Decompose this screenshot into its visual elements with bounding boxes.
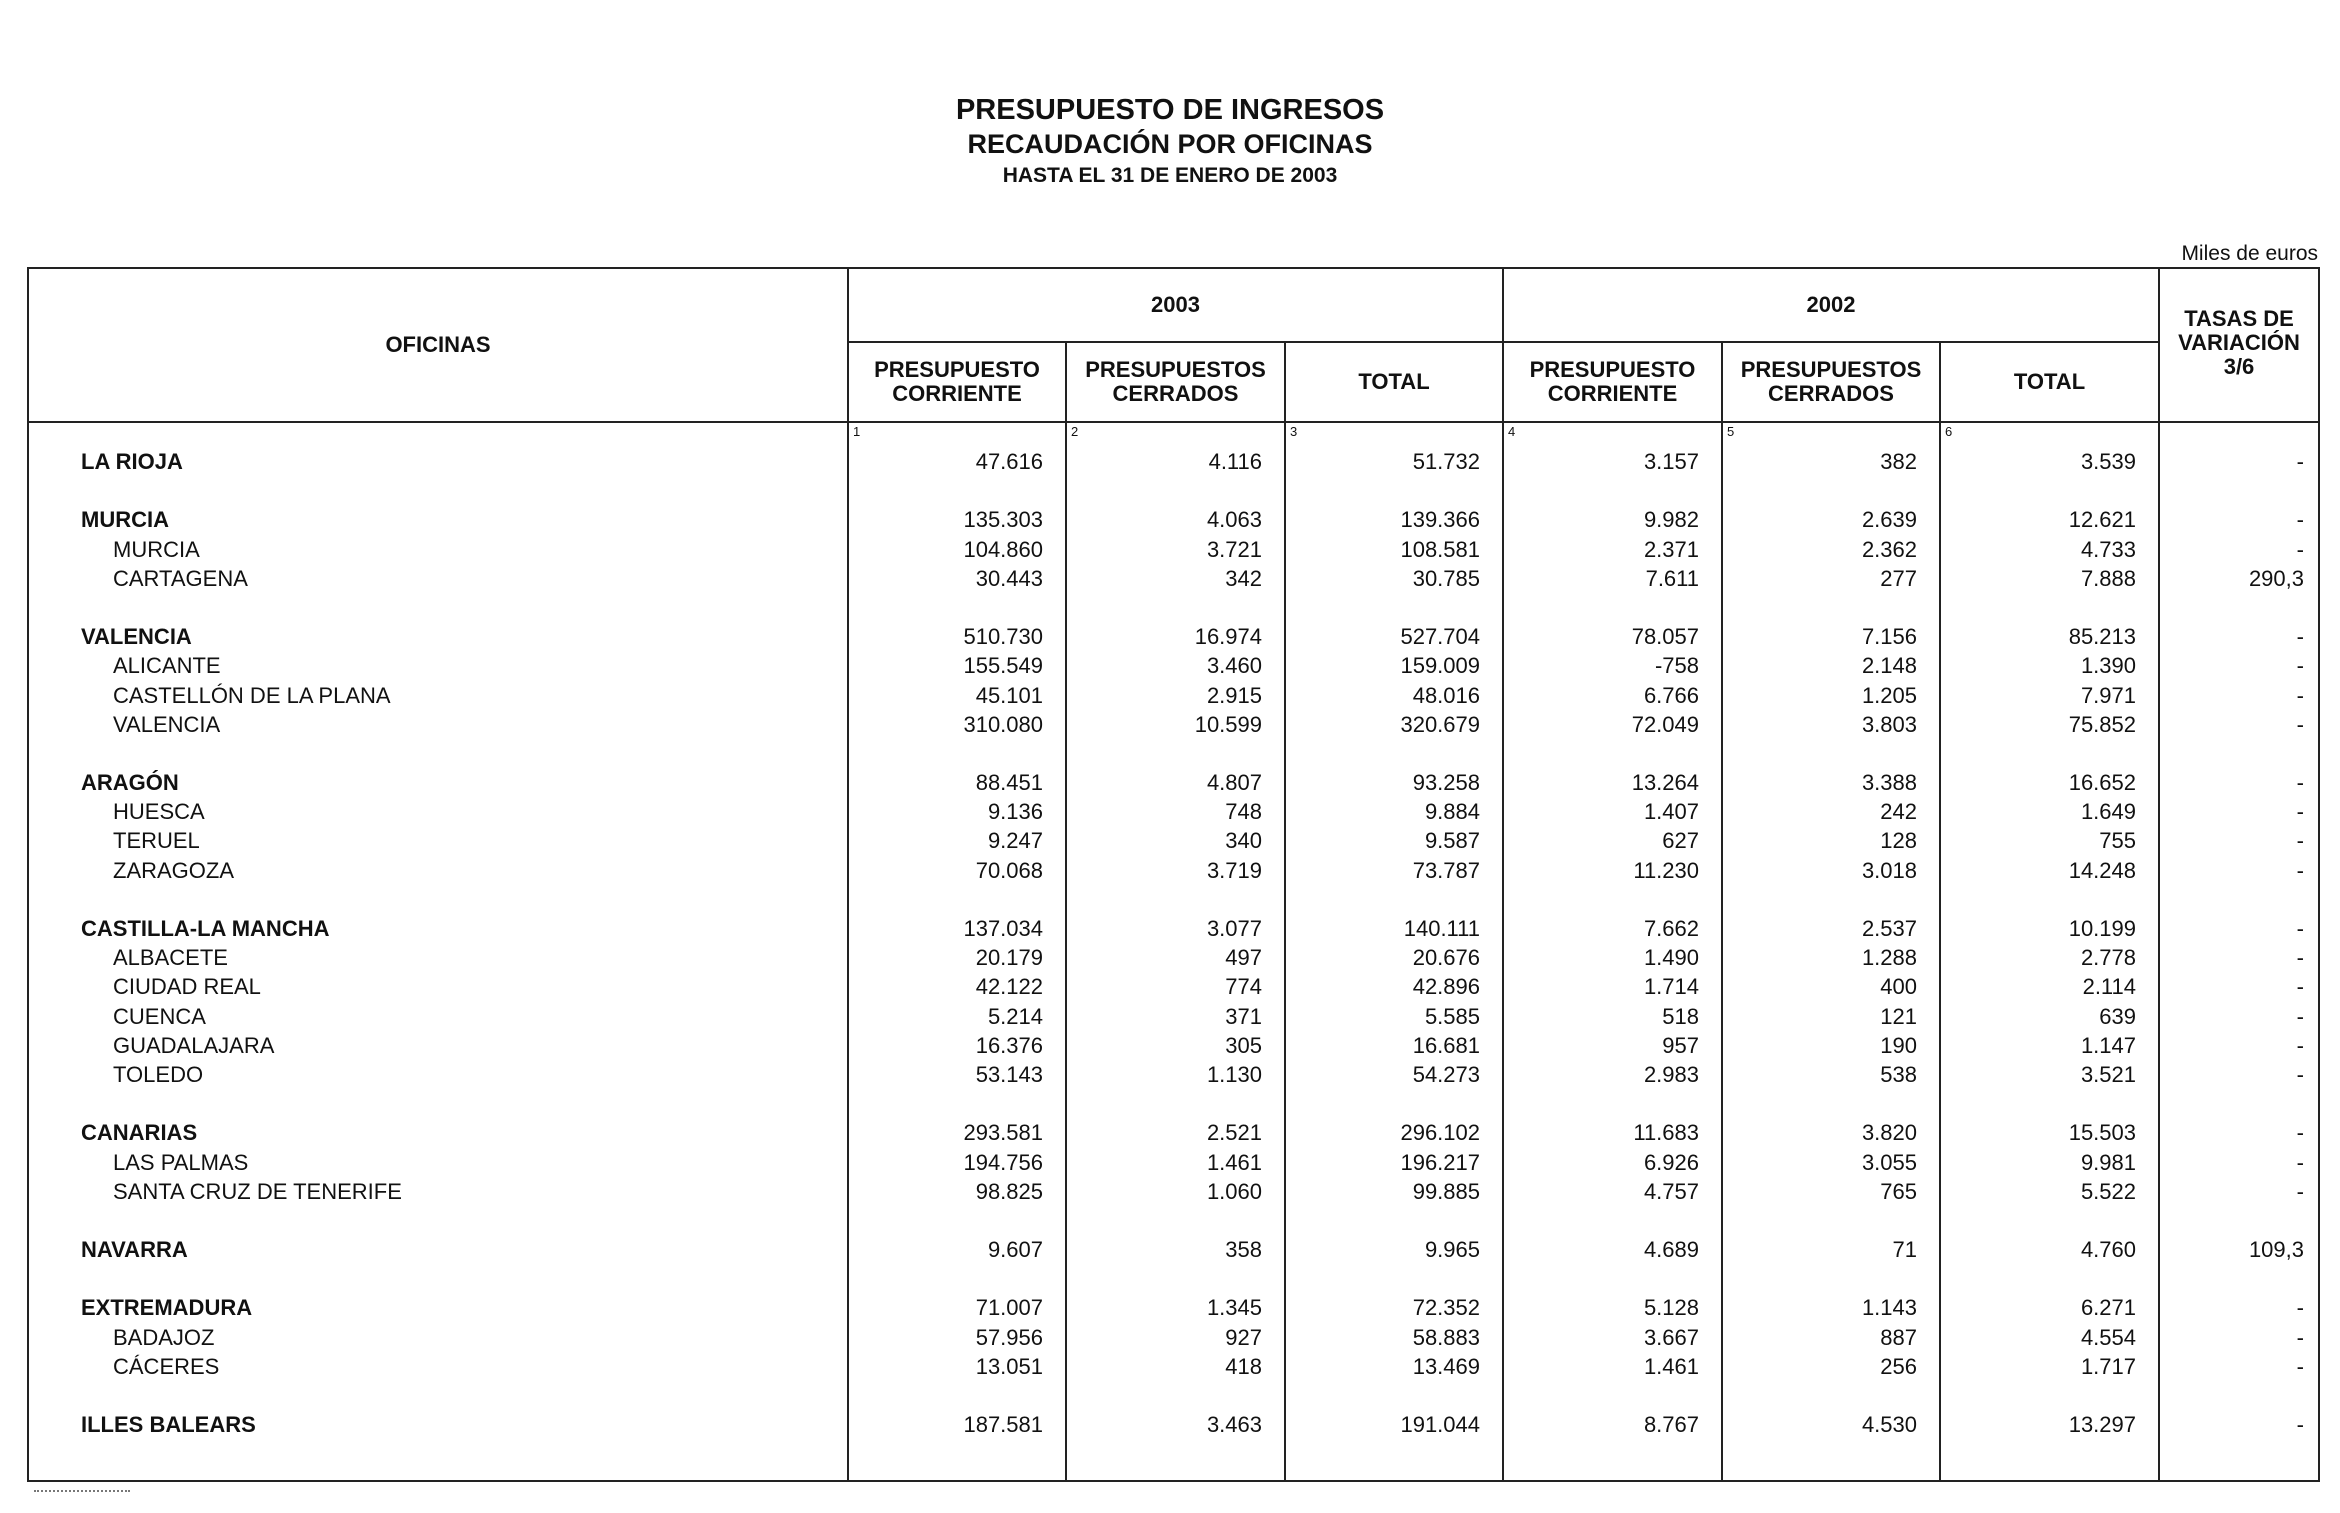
tasa-cell: - xyxy=(2296,770,2304,796)
tasa-cell: - xyxy=(2296,1003,2304,1029)
table-cell: 748 xyxy=(1225,799,1262,825)
table-cell: 5.214 xyxy=(987,1003,1043,1029)
oficinas-header: OFICINAS xyxy=(28,268,848,422)
table-cell: 30.785 xyxy=(1412,565,1480,591)
table-cell: 277 xyxy=(1880,565,1917,591)
office-name: TOLEDO xyxy=(113,1061,204,1087)
document-subtitle: RECAUDACIÓN POR OFICINAS xyxy=(967,129,1373,159)
tasas-header-line1: TASAS DE xyxy=(2184,306,2294,331)
document-period: HASTA EL 31 DE ENERO DE 2003 xyxy=(1002,164,1338,187)
tasa-cell: 290,3 xyxy=(2248,565,2304,591)
table-cell: 3.539 xyxy=(2080,449,2136,474)
table-cell: 4.760 xyxy=(2080,1237,2136,1263)
table-cell: 538 xyxy=(1880,1061,1917,1087)
tasas-column xyxy=(2159,422,2319,1481)
table-cell: 85.213 xyxy=(2068,624,2136,650)
col-header-presupuestos-cerrados-2003 xyxy=(1066,342,1285,422)
table-cell: 13.264 xyxy=(1631,770,1699,796)
table-cell: 71.007 xyxy=(975,1295,1043,1321)
table-cell: 9.587 xyxy=(1424,828,1480,854)
table-cell: 12.621 xyxy=(2068,507,2136,533)
col-header-line1: PRESUPUESTOS xyxy=(1740,357,1922,382)
table-cell: 3.077 xyxy=(1206,916,1262,941)
table-cell: 194.756 xyxy=(963,1149,1043,1175)
table-cell: 1.461 xyxy=(1206,1149,1262,1175)
table-cell: 3.463 xyxy=(1206,1412,1262,1438)
table-cell: 48.016 xyxy=(1412,682,1480,708)
office-name: LAS PALMAS xyxy=(113,1149,249,1175)
table-cell: 3.018 xyxy=(1861,857,1917,883)
year-2002-header: 2002 xyxy=(1503,268,2159,342)
table-cell: 13.051 xyxy=(975,1353,1043,1379)
table-cell: 108.581 xyxy=(1400,536,1480,562)
table-cell: 75.852 xyxy=(2068,711,2136,737)
region-name: ARAGÓN xyxy=(81,770,179,796)
col-header-line2: CORRIENTE xyxy=(1547,381,1678,406)
table-cell: 11.683 xyxy=(1633,1120,1699,1146)
table-cell: 10.199 xyxy=(2068,916,2136,941)
table-cell: 1.717 xyxy=(2080,1353,2136,1379)
table-cell: 1.390 xyxy=(2080,653,2136,679)
table-cell: 340 xyxy=(1225,828,1262,854)
office-name: CIUDAD REAL xyxy=(113,974,261,1000)
col-header-presupuestos-cerrados-2002 xyxy=(1722,342,1940,422)
presupuesto-corriente-2003-column xyxy=(848,422,1066,1481)
table-cell: 256 xyxy=(1880,1353,1917,1379)
table-cell: 1.345 xyxy=(1206,1295,1262,1321)
table-cell: 4.757 xyxy=(1643,1178,1699,1204)
table-cell: 887 xyxy=(1880,1324,1917,1350)
table-cell: 7.888 xyxy=(2080,565,2136,591)
table-cell: 72.049 xyxy=(1631,711,1699,737)
table-cell: 13.297 xyxy=(2068,1412,2136,1438)
table-cell: 9.965 xyxy=(1424,1237,1480,1263)
tasa-cell: - xyxy=(2296,1032,2304,1058)
office-name: GUADALAJARA xyxy=(113,1032,275,1058)
table-cell: 20.676 xyxy=(1412,945,1480,971)
table-cell: 4.116 xyxy=(1208,449,1262,474)
table-cell: 3.719 xyxy=(1206,857,1262,883)
table-cell: 9.136 xyxy=(987,799,1043,825)
table-cell: 1.649 xyxy=(2080,799,2136,825)
table-cell: 527.704 xyxy=(1400,624,1480,650)
tasa-cell: - xyxy=(2296,711,2304,737)
region-name: MURCIA xyxy=(81,507,169,533)
table-cell: 10.599 xyxy=(1194,711,1262,737)
office-name: MURCIA xyxy=(113,536,200,562)
col-header-line2: CORRIENTE xyxy=(892,381,1022,406)
table-cell: 9.981 xyxy=(2080,1149,2136,1175)
table-cell: 15.503 xyxy=(2068,1120,2136,1146)
page-footer-mark xyxy=(34,1490,130,1496)
table-cell: 2.362 xyxy=(1861,536,1917,562)
col-header-line1: PRESUPUESTOS xyxy=(1085,357,1266,382)
table-cell: 159.009 xyxy=(1400,653,1480,679)
table-cell: 2.778 xyxy=(2080,945,2136,971)
col-header-presupuesto-corriente-2003 xyxy=(848,342,1066,422)
region-name: CANARIAS xyxy=(81,1120,198,1146)
column-number: 3 xyxy=(1290,424,1298,439)
table-cell: 518 xyxy=(1662,1003,1699,1029)
tasa-cell: - xyxy=(2296,1178,2304,1204)
table-cell: 957 xyxy=(1662,1032,1699,1058)
region-name: VALENCIA xyxy=(81,624,192,650)
tasas-header-line3: 3/6 xyxy=(2223,354,2255,379)
region-name: LA RIOJA xyxy=(81,449,183,474)
tasa-cell: - xyxy=(2296,945,2304,971)
table-cell: 4.530 xyxy=(1861,1412,1917,1438)
tasa-cell: - xyxy=(2296,1120,2304,1146)
table-cell: 1.143 xyxy=(1861,1295,1917,1321)
table-cell: 1.714 xyxy=(1643,974,1699,1000)
table-cell: 53.143 xyxy=(975,1061,1043,1087)
tasa-cell: - xyxy=(2296,1149,2304,1175)
table-cell: 1.130 xyxy=(1206,1061,1262,1087)
tasa-cell: - xyxy=(2296,653,2304,679)
table-cell: 139.366 xyxy=(1400,507,1480,533)
region-name: ILLES BALEARS xyxy=(81,1412,256,1438)
office-name: CUENCA xyxy=(113,1003,206,1029)
tasa-cell: - xyxy=(2296,682,2304,708)
table-cell: 135.303 xyxy=(963,507,1043,533)
office-name: HUESCA xyxy=(113,799,205,825)
office-name: ALICANTE xyxy=(113,653,221,679)
table-cell: 320.679 xyxy=(1400,711,1480,737)
tasa-cell: 109,3 xyxy=(2248,1237,2304,1263)
table-cell: 6.766 xyxy=(1643,682,1699,708)
total-2002-column xyxy=(1940,422,2159,1481)
col-header-total-2003 xyxy=(1285,342,1503,422)
table-cell: 2.537 xyxy=(1861,916,1917,941)
region-name: EXTREMADURA xyxy=(81,1295,253,1321)
region-name: CASTILLA-LA MANCHA xyxy=(81,916,330,941)
table-cell: 6.926 xyxy=(1643,1149,1699,1175)
table-cell: 2.639 xyxy=(1861,507,1917,533)
tasa-cell: - xyxy=(2296,1324,2304,1350)
office-name: ZARAGOZA xyxy=(113,857,235,883)
tasa-cell: - xyxy=(2296,507,2304,533)
table-cell: 1.407 xyxy=(1643,799,1699,825)
table-cell: 57.956 xyxy=(975,1324,1043,1350)
col-header-line2: CERRADOS xyxy=(1768,381,1894,406)
table-cell: 3.521 xyxy=(2080,1061,2136,1087)
table-cell: 497 xyxy=(1225,945,1262,971)
office-name: CASTELLÓN DE LA PLANA xyxy=(113,682,391,708)
table-cell: 3.157 xyxy=(1643,449,1699,474)
table-cell: 155.549 xyxy=(963,653,1043,679)
table-cell: 13.469 xyxy=(1412,1353,1480,1379)
table-cell: 418 xyxy=(1225,1353,1262,1379)
table-cell: 293.581 xyxy=(963,1120,1043,1146)
table-cell: 1.490 xyxy=(1643,945,1699,971)
table-cell: 242 xyxy=(1880,799,1917,825)
table-cell: 70.068 xyxy=(975,857,1043,883)
total-2003-column xyxy=(1285,422,1503,1481)
table-cell: 51.732 xyxy=(1412,449,1480,474)
table-cell: 927 xyxy=(1225,1324,1262,1350)
tasas-header-line2: VARIACIÓN xyxy=(2178,330,2300,355)
table-cell: 58.883 xyxy=(1412,1324,1480,1350)
table-cell: 99.885 xyxy=(1412,1178,1480,1204)
table-cell: 140.111 xyxy=(1403,916,1480,941)
col-header-line1: TOTAL xyxy=(1358,369,1430,394)
table-cell: 2.521 xyxy=(1206,1120,1262,1146)
table-cell: 5.585 xyxy=(1424,1003,1480,1029)
document-title-block xyxy=(0,92,2340,191)
tasa-cell: - xyxy=(2296,1295,2304,1321)
table-cell: 2.983 xyxy=(1643,1061,1699,1087)
table-cell: 45.101 xyxy=(975,682,1043,708)
column-number: 2 xyxy=(1071,424,1079,439)
table-cell: 30.443 xyxy=(975,565,1043,591)
table-cell: 16.681 xyxy=(1412,1032,1480,1058)
tasa-cell: - xyxy=(2296,974,2304,1000)
table-cell: 3.055 xyxy=(1861,1149,1917,1175)
office-name: TERUEL xyxy=(113,828,200,854)
table-cell: 2.114 xyxy=(2082,974,2136,1000)
tasa-cell: - xyxy=(2296,828,2304,854)
table-cell: 16.376 xyxy=(975,1032,1043,1058)
table-cell: 71 xyxy=(1892,1237,1917,1263)
tasa-cell: - xyxy=(2296,449,2304,474)
table-cell: 54.273 xyxy=(1412,1061,1480,1087)
table-cell: 4.807 xyxy=(1206,770,1262,796)
table-cell: 400 xyxy=(1880,974,1917,1000)
table-cell: 3.667 xyxy=(1643,1324,1699,1350)
table-cell: 104.860 xyxy=(963,536,1043,562)
table-cell: 47.616 xyxy=(975,449,1043,474)
office-name: SANTA CRUZ DE TENERIFE xyxy=(113,1178,402,1204)
table-cell: 382 xyxy=(1880,449,1917,474)
table-cell: 3.803 xyxy=(1861,711,1917,737)
table-cell: 187.581 xyxy=(963,1412,1043,1438)
table-cell: 20.179 xyxy=(975,945,1043,971)
table-cell: 4.733 xyxy=(2080,536,2136,562)
table-cell: 98.825 xyxy=(975,1178,1043,1204)
column-number: 5 xyxy=(1727,424,1735,439)
table-cell: 72.352 xyxy=(1412,1295,1480,1321)
col-header-line1: TOTAL xyxy=(2013,369,2086,394)
table-cell: 137.034 xyxy=(963,916,1043,941)
table-cell: 7.662 xyxy=(1643,916,1699,941)
column-number: 6 xyxy=(1945,424,1953,439)
table-cell: 2.148 xyxy=(1861,653,1917,679)
document-title: PRESUPUESTO DE INGRESOS xyxy=(955,94,1385,126)
table-cell: 11.230 xyxy=(1633,857,1699,883)
table-cell: 1.461 xyxy=(1643,1353,1699,1379)
table-cell: -758 xyxy=(1654,653,1699,679)
table-cell: 88.451 xyxy=(975,770,1043,796)
col-header-line1: PRESUPUESTO xyxy=(874,357,1040,382)
table-cell: 3.460 xyxy=(1206,653,1262,679)
presupuesto-corriente-2002-column xyxy=(1503,422,1722,1481)
table-cell: 16.974 xyxy=(1194,624,1262,650)
table-cell: 9.247 xyxy=(987,828,1043,854)
col-header-line2: CERRADOS xyxy=(1112,381,1239,406)
office-name: ALBACETE xyxy=(113,945,228,971)
tasa-cell: - xyxy=(2296,916,2304,941)
table-cell: 3.388 xyxy=(1861,770,1917,796)
office-name: CARTAGENA xyxy=(113,565,248,591)
table-cell: 4.689 xyxy=(1643,1237,1699,1263)
table-cell: 7.971 xyxy=(2080,682,2136,708)
table-cell: 510.730 xyxy=(963,624,1043,650)
tasa-cell: - xyxy=(2296,857,2304,883)
table-cell: 9.607 xyxy=(987,1237,1043,1263)
table-cell: 190 xyxy=(1880,1032,1917,1058)
table-cell: 196.217 xyxy=(1400,1149,1480,1175)
table-cell: 121 xyxy=(1880,1003,1917,1029)
table-cell: 6.271 xyxy=(2080,1295,2136,1321)
table-cell: 14.248 xyxy=(2068,857,2136,883)
office-name: BADAJOZ xyxy=(113,1324,215,1350)
tasa-cell: - xyxy=(2296,1353,2304,1379)
table-cell: 16.652 xyxy=(2068,770,2136,796)
budget-table xyxy=(27,267,2320,1482)
tasas-header xyxy=(2159,268,2319,422)
table-cell: 42.122 xyxy=(975,974,1043,1000)
tasa-cell: - xyxy=(2296,624,2304,650)
column-number: 4 xyxy=(1508,424,1516,439)
table-cell: 5.522 xyxy=(2080,1178,2136,1204)
table-cell: 9.982 xyxy=(1643,507,1699,533)
table-cell: 9.884 xyxy=(1424,799,1480,825)
table-cell: 358 xyxy=(1225,1237,1262,1263)
table-cell: 7.156 xyxy=(1861,624,1917,650)
table-cell: 310.080 xyxy=(963,711,1043,737)
table-cell: 639 xyxy=(2099,1003,2136,1029)
table-cell: 1.060 xyxy=(1206,1178,1262,1204)
units-label: Miles de euros xyxy=(2181,242,2318,265)
table-cell: 128 xyxy=(1880,828,1917,854)
tasa-cell: - xyxy=(2296,536,2304,562)
table-cell: 78.057 xyxy=(1631,624,1699,650)
table-cell: 1.288 xyxy=(1861,945,1917,971)
table-cell: 1.205 xyxy=(1861,682,1917,708)
table-cell: 4.063 xyxy=(1206,507,1262,533)
col-header-line1: PRESUPUESTO xyxy=(1529,357,1696,382)
office-name: CÁCERES xyxy=(113,1353,220,1379)
office-name: VALENCIA xyxy=(113,711,221,737)
table-cell: 3.721 xyxy=(1206,536,1262,562)
oficinas-column xyxy=(28,422,848,1481)
table-cell: 305 xyxy=(1225,1032,1262,1058)
table-cell: 296.102 xyxy=(1400,1120,1480,1146)
presupuestos-cerrados-2002-column xyxy=(1722,422,1940,1481)
presupuestos-cerrados-2003-column xyxy=(1066,422,1285,1481)
table-cell: 7.611 xyxy=(1645,565,1699,591)
region-name: NAVARRA xyxy=(81,1237,188,1263)
table-cell: 627 xyxy=(1662,828,1699,854)
column-number: 1 xyxy=(853,424,861,439)
table-cell: 342 xyxy=(1225,565,1262,591)
tasa-cell: - xyxy=(2296,1412,2304,1438)
table-cell: 3.820 xyxy=(1861,1120,1917,1146)
table-cell: 2.371 xyxy=(1643,536,1699,562)
table-cell: 5.128 xyxy=(1643,1295,1699,1321)
table-cell: 774 xyxy=(1225,974,1262,1000)
tasa-cell: - xyxy=(2296,799,2304,825)
table-cell: 765 xyxy=(1880,1178,1917,1204)
table-cell: 371 xyxy=(1225,1003,1262,1029)
table-cell: 4.554 xyxy=(2080,1324,2136,1350)
year-2003-header: 2003 xyxy=(848,268,1503,342)
table-cell: 2.915 xyxy=(1206,682,1262,708)
table-cell: 73.787 xyxy=(1412,857,1480,883)
tasa-cell: - xyxy=(2296,1061,2304,1087)
table-cell: 191.044 xyxy=(1400,1412,1480,1438)
table-cell: 8.767 xyxy=(1643,1412,1699,1438)
col-header-presupuesto-corriente-2002 xyxy=(1503,342,1722,422)
table-cell: 755 xyxy=(2099,828,2136,854)
table-cell: 42.896 xyxy=(1412,974,1480,1000)
table-cell: 93.258 xyxy=(1412,770,1480,796)
table-cell: 1.147 xyxy=(2080,1032,2136,1058)
col-header-total-2002 xyxy=(1940,342,2159,422)
